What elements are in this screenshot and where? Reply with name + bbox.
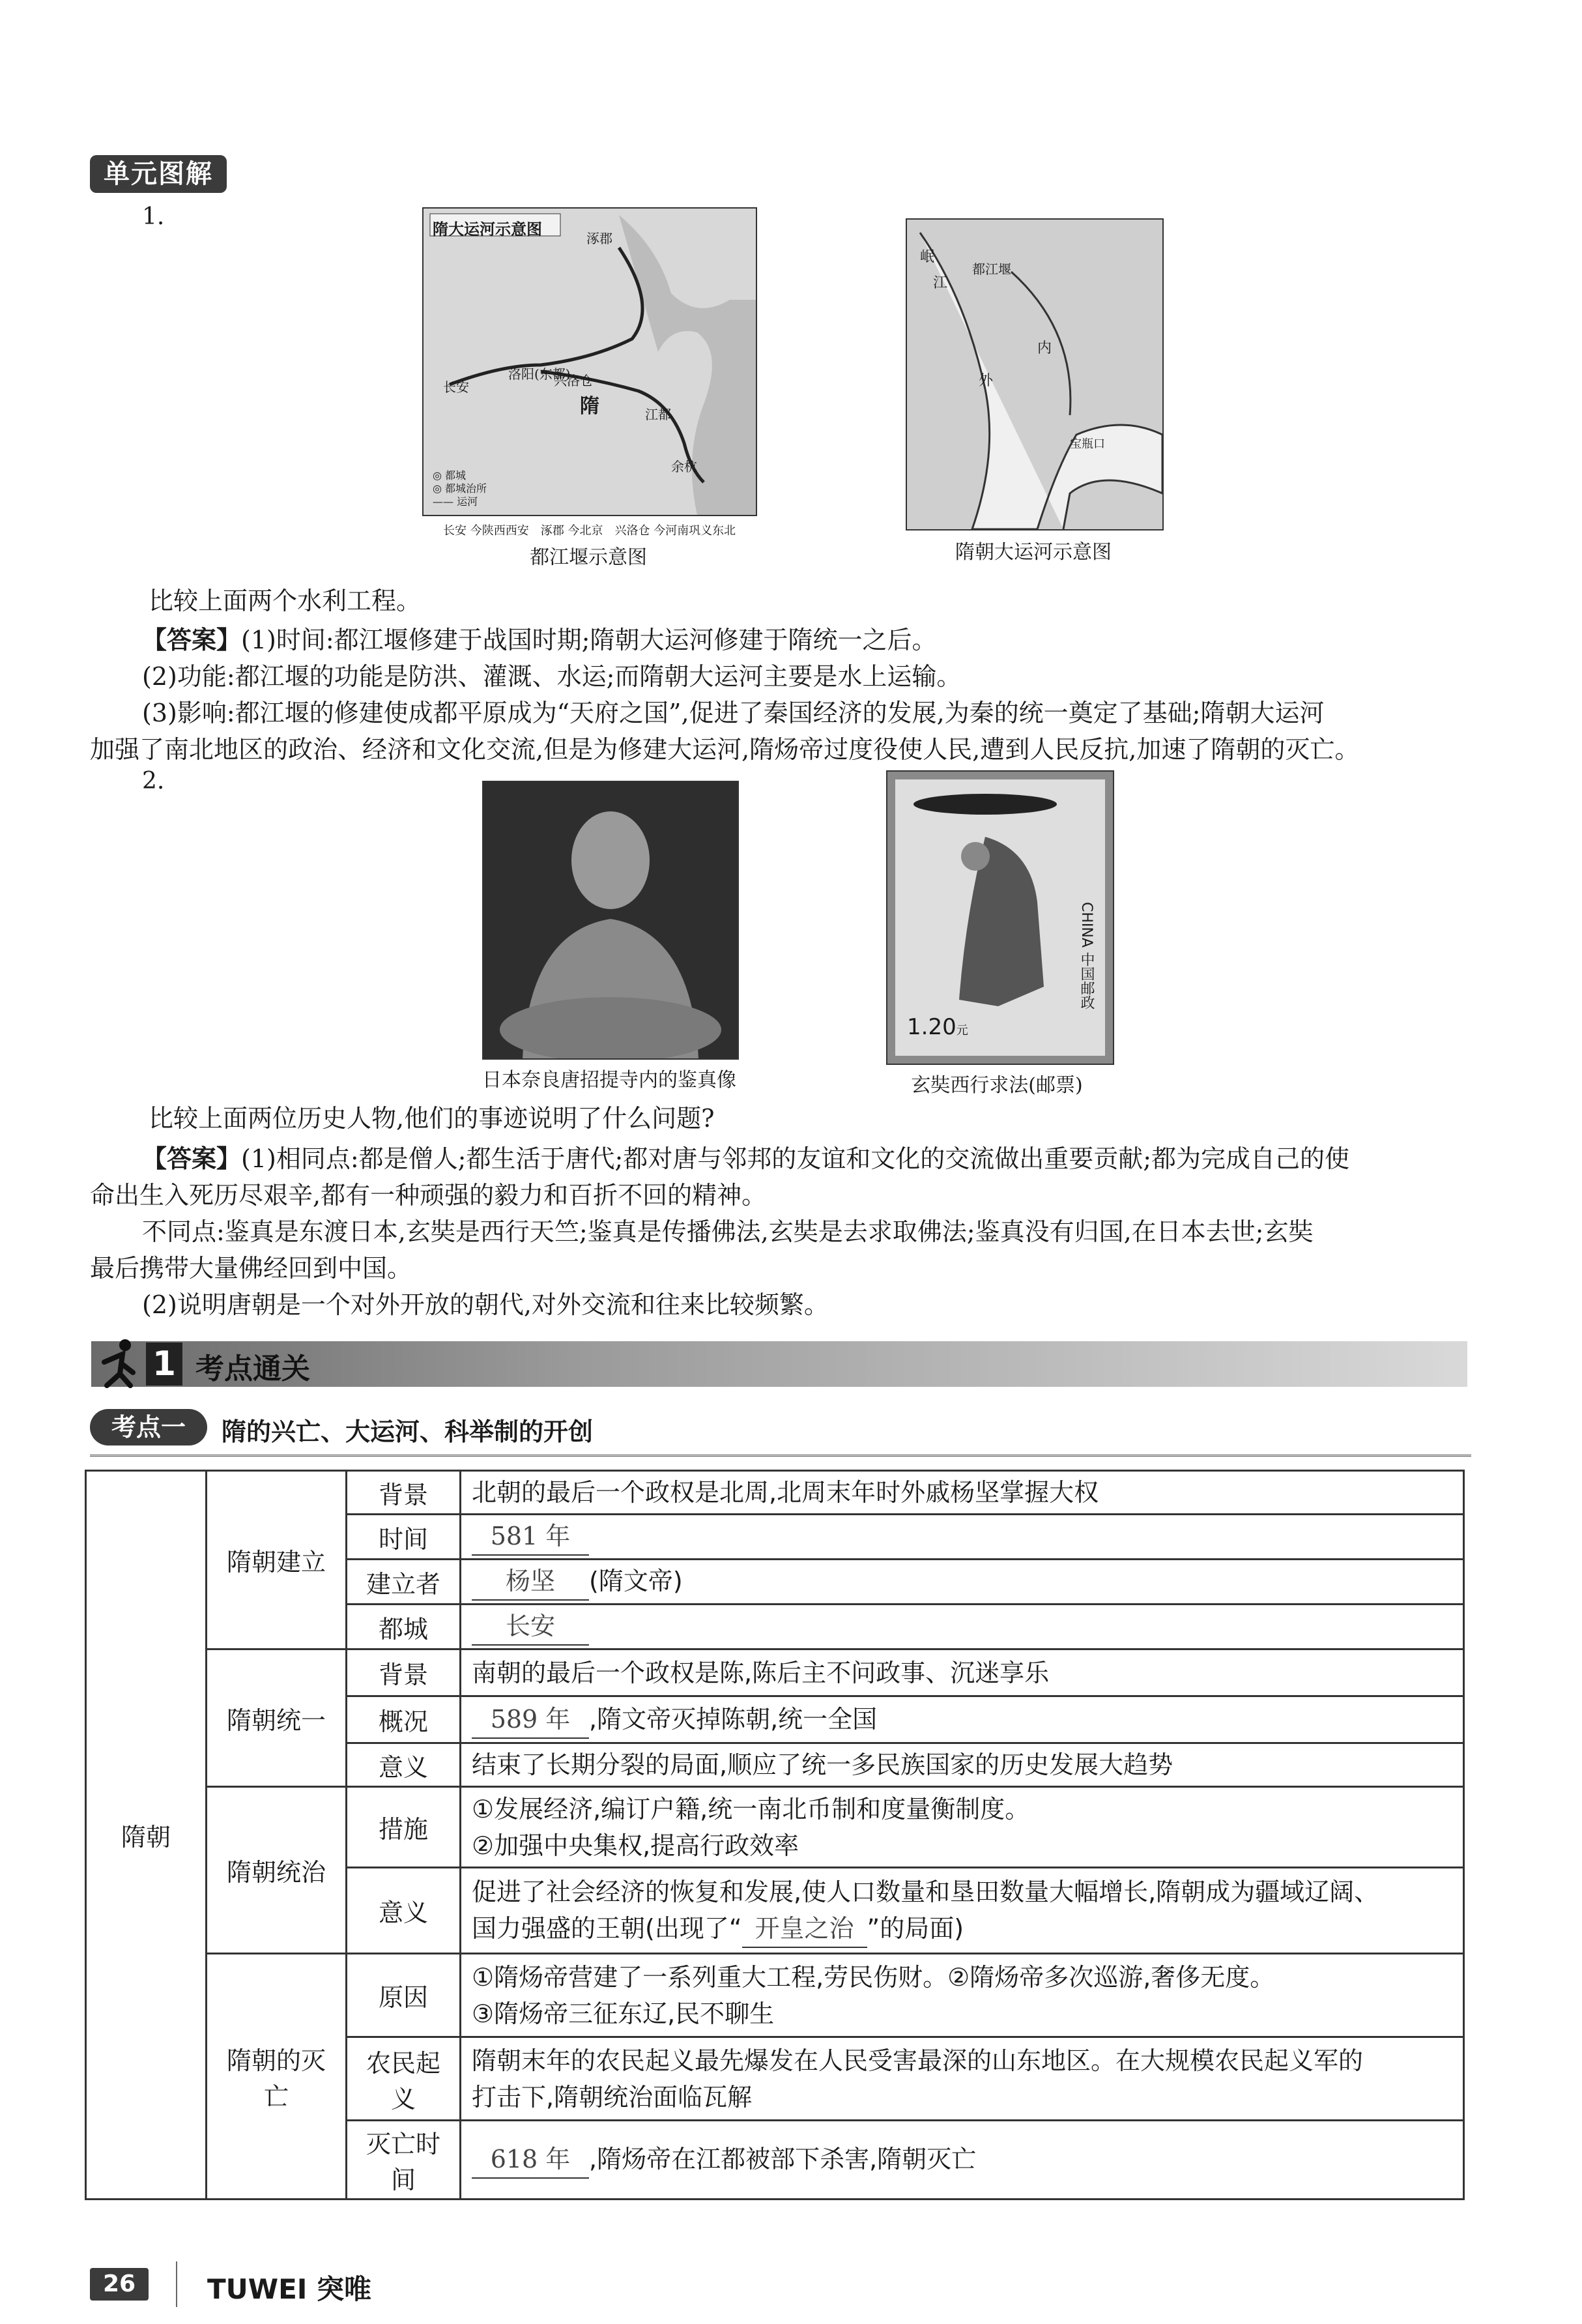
runner-icon	[91, 1336, 143, 1388]
table-cell-value	[461, 1605, 1464, 1649]
answer-line	[142, 1142, 1349, 1176]
cell-line: ①隋炀帝营建了一系列重大工程,劳民伤财。②隋炀帝多次巡游,奢侈无度。	[472, 1962, 1275, 1992]
answer-key: 【答案】	[142, 625, 242, 654]
table-cell-group: 隋朝建立	[207, 1471, 347, 1649]
map-label: 余杭	[671, 459, 697, 474]
table-row	[86, 1954, 1464, 2037]
cell-text: ,隋炀帝在江都被部下杀害,隋朝灭亡	[589, 2145, 977, 2173]
question-number: 2.	[142, 768, 165, 794]
table-cell-key: 时间	[347, 1515, 461, 1560]
table-cell-key: 措施	[347, 1787, 461, 1868]
stamp-country: CHINA 中国邮政	[1078, 902, 1095, 1009]
legend-item: —— 运河	[433, 495, 478, 508]
cell-line: 隋朝末年的农民起义最先爆发在人民受害最深的山东地区。在大规模农民起义军的	[472, 2046, 1364, 2075]
answer-key: 【答案】	[142, 1144, 242, 1173]
map-legend	[433, 469, 487, 508]
legend-item: ◎ 都城治所	[433, 482, 487, 495]
cell-line: 促进了社会经济的恢复和发展,使人口数量和垦田数量大幅增长,隋朝成为疆域辽阔、	[472, 1877, 1379, 1906]
answer-line: (3)影响:都江堰的修建使成都平原成为“天府之国”,促进了秦国经济的发展,为秦的统一奠定了基础;隋朝大运河	[142, 699, 1325, 727]
table-cell-value	[461, 1696, 1464, 1743]
table-row	[86, 1471, 1464, 1515]
answer-blank: 杨坚	[472, 1563, 589, 1601]
answer-text: (1)相同点:都是僧人;都生活于唐代;都对唐与邻邦的友谊和文化的交流做出重要贡献;都为完成自己的使	[241, 1144, 1350, 1173]
answer-blank: 长安	[472, 1608, 589, 1646]
map-label: 岷	[920, 249, 935, 265]
cell-line	[472, 1910, 1452, 1948]
map-label: 涿郡	[586, 231, 612, 246]
divider	[90, 1455, 1471, 1457]
photo-xuanzang-stamp	[886, 770, 1114, 1065]
cell-text: 国力强盛的王朝(出现了“	[472, 1913, 742, 1943]
table-cell-value	[461, 1560, 1464, 1605]
question-number: 1.	[142, 203, 165, 230]
cell-line: ③隋炀帝三征东辽,民不聊生	[472, 1999, 775, 2028]
answer-line: 加强了南北地区的政治、经济和文化交流,但是为修建大运河,隋炀帝过度役使人民,遭到人民反抗,加速了隋朝的灭亡。	[90, 735, 1360, 764]
map-label: 江	[933, 275, 948, 291]
table-cell-key: 灭亡时间	[347, 2121, 461, 2200]
map-footnote: 长安 今陕西西安 涿郡 今北京 兴洛仓 今河南巩义东北	[443, 524, 736, 538]
legend-item: ◎ 都城	[433, 469, 467, 482]
map-label: 洛阳(东都)	[508, 366, 571, 382]
answer-line: 最后携带大量佛经回到中国。	[90, 1254, 412, 1283]
figure-caption: 日本奈良唐招提寺内的鉴真像	[482, 1069, 736, 1092]
map-label: 外	[979, 373, 994, 389]
table-cell-key: 农民起义	[347, 2037, 461, 2121]
map-label: 兴洛仓	[554, 373, 593, 388]
section-number: 1	[146, 1343, 182, 1386]
table-cell-value: 结束了长期分裂的局面,顺应了统一多民族国家的历史发展大趋势	[461, 1743, 1464, 1787]
cell-line: ①发展经济,编订户籍,统一南北币制和度量衡制度。	[472, 1794, 1030, 1823]
table-cell-key: 背景	[347, 1649, 461, 1696]
table-cell-key: 都城	[347, 1605, 461, 1649]
cell-line: ②加强中央集权,提高行政效率	[472, 1831, 799, 1860]
answer-blank: 589 年	[472, 1701, 589, 1739]
map-label: 内	[1037, 340, 1052, 356]
answer-blank: 开皇之治	[742, 1910, 867, 1948]
table-cell-value	[461, 1954, 1464, 2037]
table-cell-group: 隋朝统一	[207, 1649, 347, 1787]
map-label: 长安	[443, 379, 469, 395]
answer-line	[142, 623, 936, 657]
answer-line: (2)说明唐朝是一个对外开放的朝代,对外交流和往来比较频繁。	[142, 1290, 829, 1319]
question-text: 比较上面两个水利工程。	[149, 587, 422, 615]
table-cell-value: 南朝的最后一个政权是陈,陈后主不问政事、沉迷享乐	[461, 1649, 1464, 1696]
cell-text: (隋文帝)	[589, 1567, 683, 1595]
answer-blank: 581 年	[472, 1518, 589, 1556]
kaodian-tag: 考点一	[90, 1409, 207, 1445]
table-cell-key: 意义	[347, 1743, 461, 1787]
footer-divider	[176, 2261, 177, 2307]
section-title: 考点通关	[195, 1352, 310, 1386]
statue-illustration	[483, 782, 738, 1058]
figure-dujiangyan-map	[906, 218, 1164, 530]
summary-table	[85, 1470, 1465, 2200]
page-number: 26	[90, 2268, 149, 2301]
answer-blank: 618 年	[472, 2141, 589, 2179]
map-label: 隋	[580, 395, 599, 418]
figure-caption: 都江堰示意图	[530, 546, 647, 569]
figure-caption: 隋朝大运河示意图	[955, 541, 1112, 564]
table-cell-key: 意义	[347, 1868, 461, 1954]
answer-text: (1)时间:都江堰修建于战国时期;隋朝大运河修建于隋统一之后。	[241, 626, 937, 654]
figure-grand-canal-map	[422, 207, 757, 516]
answer-line: (2)功能:都江堰的功能是防洪、灌溉、水运;而隋朝大运河主要是水上运输。	[142, 662, 962, 691]
table-row	[86, 1787, 1464, 1868]
figure-caption: 玄奘西行求法(邮票)	[911, 1074, 1083, 1097]
table-cell-value	[461, 1515, 1464, 1560]
table-cell-dynasty: 隋朝	[86, 1471, 207, 2200]
answer-line: 命出生入死历尽艰辛,都有一种顽强的毅力和百折不回的精神。	[90, 1181, 767, 1210]
table-cell-group: 隋朝的灭亡	[207, 1954, 347, 2200]
table-cell-key: 原因	[347, 1954, 461, 2037]
table-cell-key: 背景	[347, 1471, 461, 1515]
cell-text: ”的局面)	[867, 1913, 964, 1943]
cell-text: ,隋文帝灭掉陈朝,统一全国	[589, 1704, 878, 1734]
table-row	[86, 1649, 1464, 1696]
map-title: 隋大运河示意图	[433, 220, 542, 239]
table-cell-value	[461, 1868, 1464, 1954]
table-cell-key: 建立者	[347, 1560, 461, 1605]
brand-logo: TUWEI 突唯	[207, 2273, 372, 2305]
table-cell-value	[461, 2121, 1464, 2200]
photo-jianzhen-statue	[482, 781, 739, 1060]
river-illustration	[907, 220, 1162, 529]
table-cell-value	[461, 1787, 1464, 1868]
table-cell-key: 概况	[347, 1696, 461, 1743]
stamp-value: 1.20元	[907, 1014, 968, 1040]
section-label: 单元图解	[90, 155, 227, 193]
map-label: 江都	[645, 407, 671, 422]
table-cell-group: 隋朝统治	[207, 1787, 347, 1954]
cell-line: 打击下,隋朝统治面临瓦解	[472, 2082, 753, 2112]
kaodian-title: 隋的兴亡、大运河、科举制的开创	[222, 1417, 594, 1446]
question-text: 比较上面两位历史人物,他们的事迹说明了什么问题?	[149, 1104, 715, 1133]
answer-line: 不同点:鉴真是东渡日本,玄奘是西行天竺;鉴真是传播佛法,玄奘是去求取佛法;鉴真没有归国,在日本去世;玄奘	[142, 1217, 1314, 1246]
map-label: 宝瓶口	[1070, 437, 1105, 451]
table-cell-value	[461, 2037, 1464, 2121]
table-cell-value: 北朝的最后一个政权是北周,北周末年时外戚杨坚掌握大权	[461, 1471, 1464, 1515]
map-label: 都江堰	[972, 261, 1011, 277]
